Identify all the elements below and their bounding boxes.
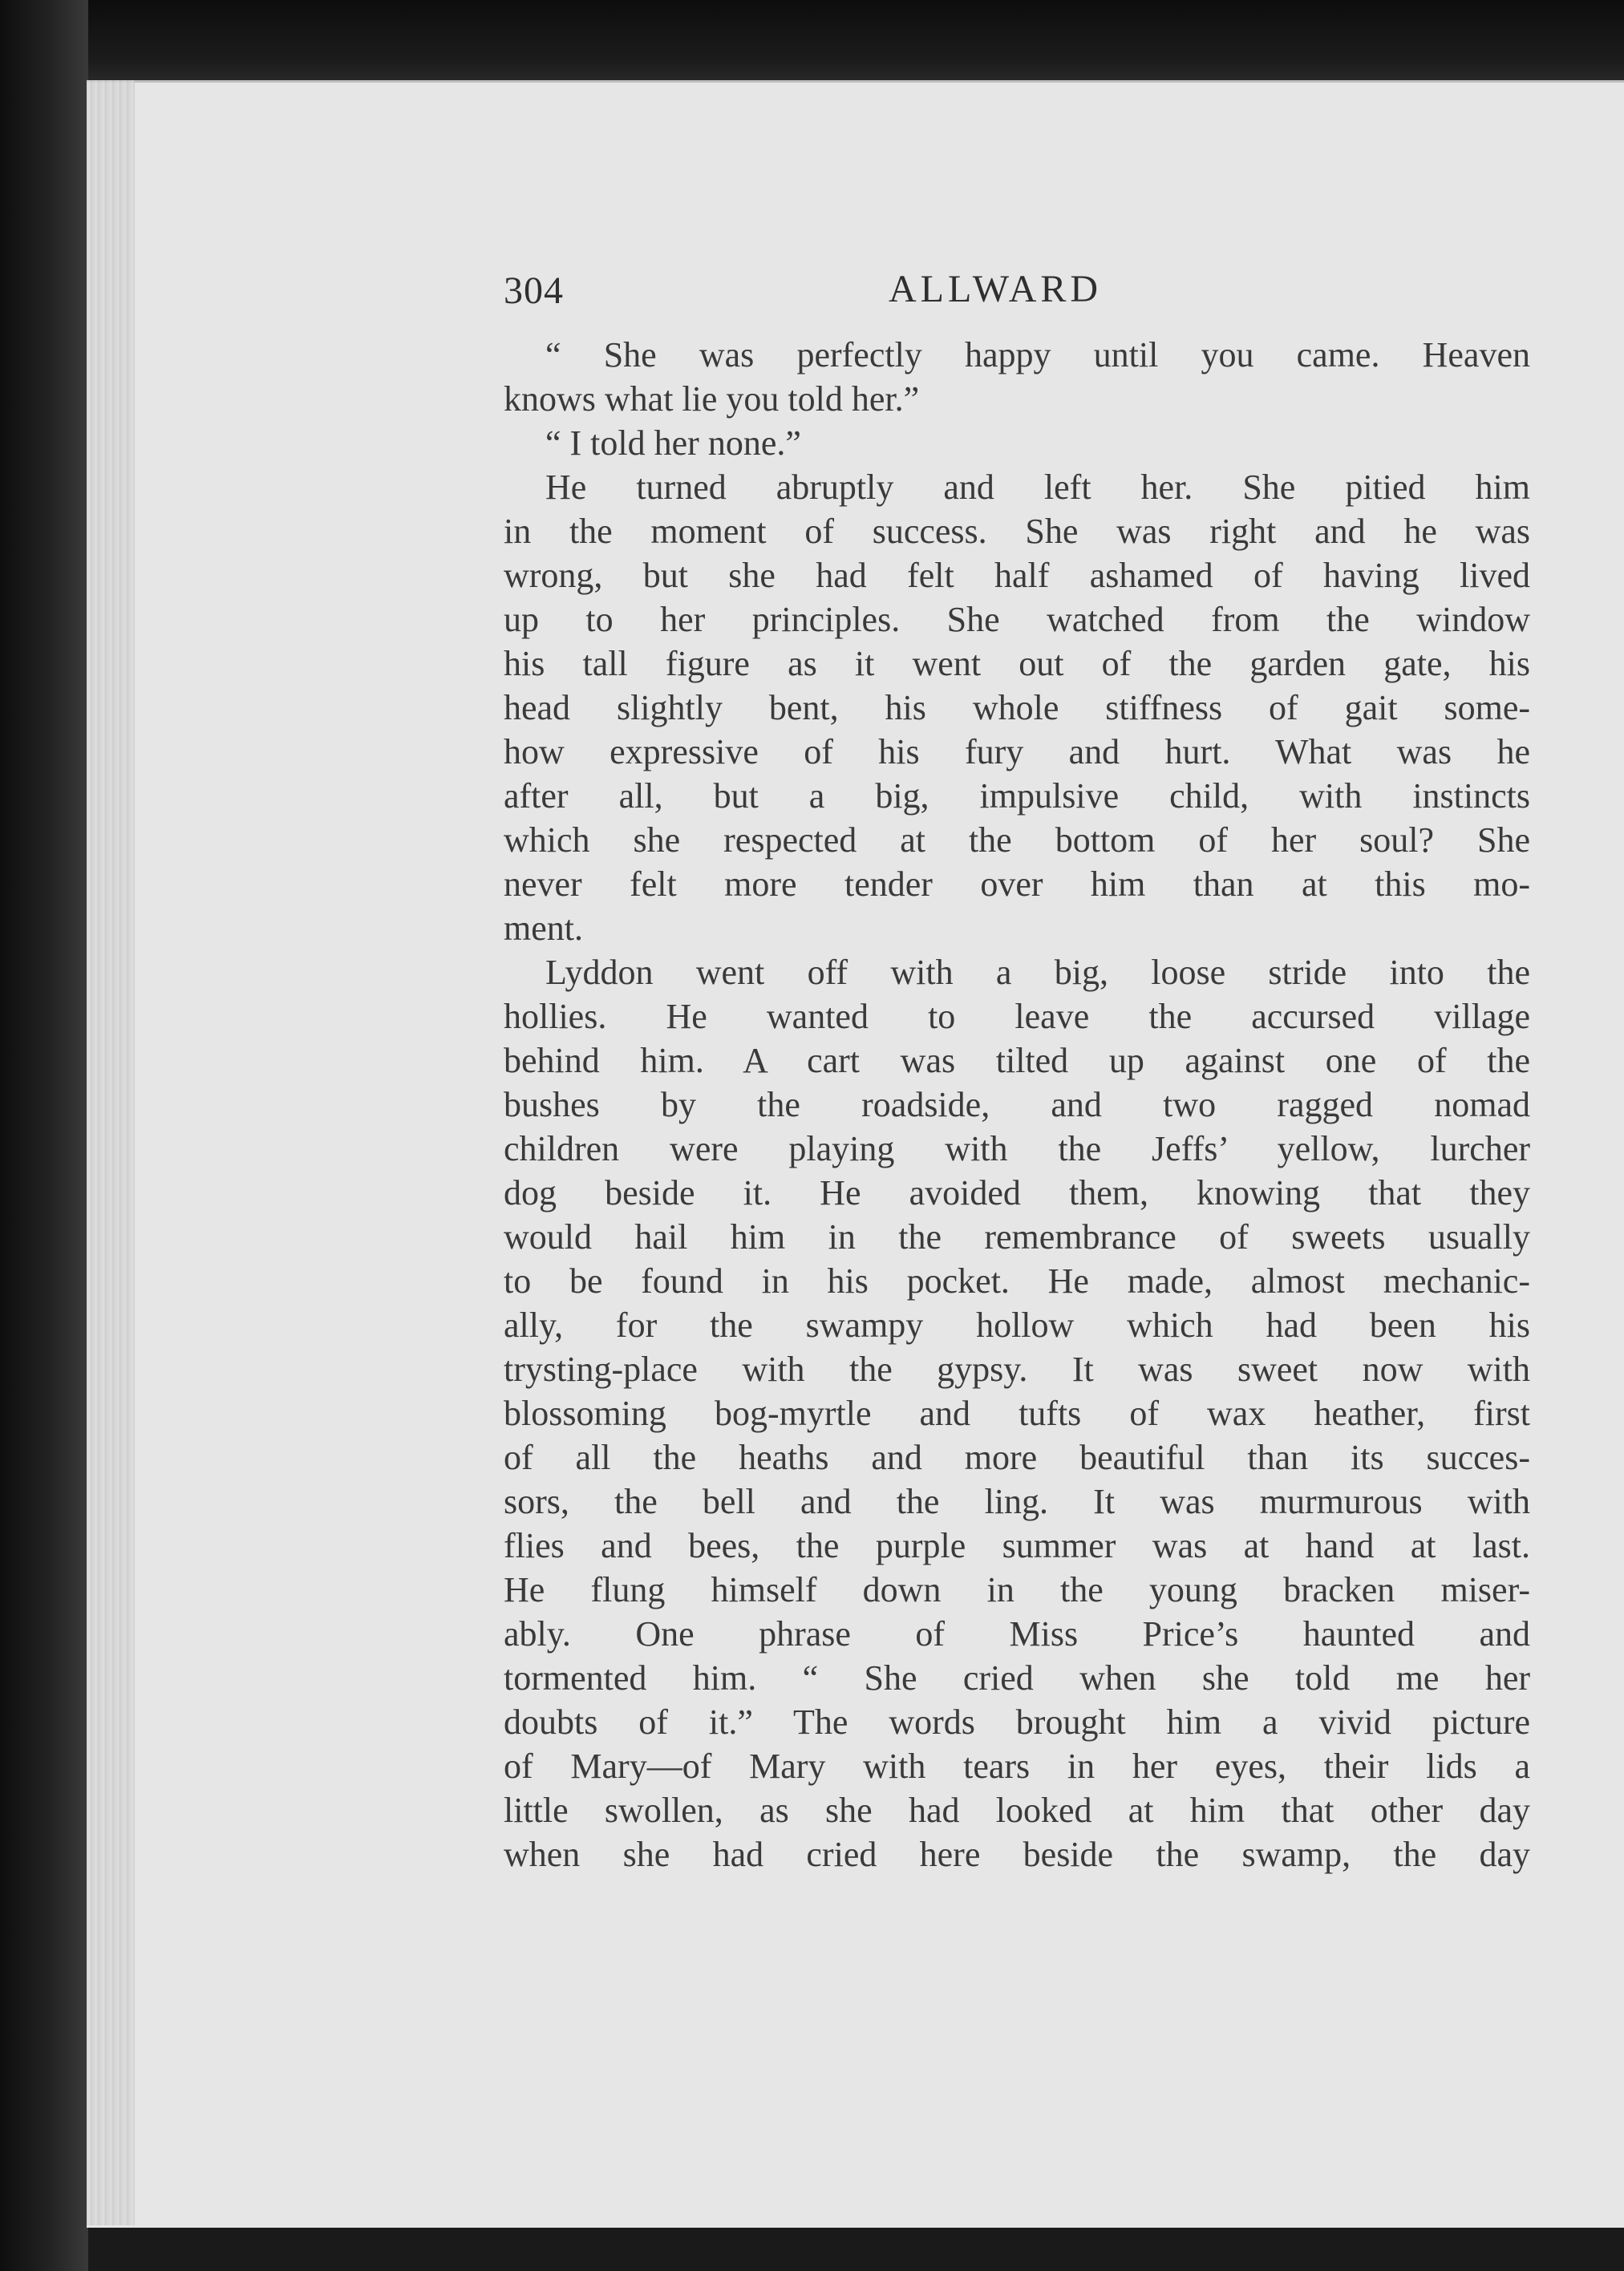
text-line: up to her principles. She watched from the window	[504, 600, 1530, 639]
text-line: blossoming bog-myrtle and tufts of wax heather, first	[504, 1394, 1530, 1433]
text-line: hollies. He wanted to leave the accursed village	[504, 997, 1530, 1036]
text-line: knows what lie you told her.”	[504, 379, 920, 419]
text-line: ment.	[504, 909, 583, 948]
text-line: sors, the bell and the ling. It was murmurous with	[504, 1482, 1530, 1521]
text-line: “ She was perfectly happy until you came. Heaven	[545, 335, 1530, 374]
text-line: head slightly bent, his whole stiffness of gait some-	[504, 688, 1530, 727]
text-line: Lyddon went off with a big, loose stride into the	[545, 953, 1530, 992]
text-line: flies and bees, the purple summer was at hand at last.	[504, 1526, 1530, 1565]
text-line: tormented him. “ She cried when she told me her	[504, 1658, 1530, 1698]
text-line: children were playing with the Jeffs’ yellow, lurcher	[504, 1129, 1530, 1168]
text-line: dog beside it. He avoided them, knowing that they	[504, 1173, 1530, 1212]
text-line: trysting-place with the gypsy. It was sweet now with	[504, 1350, 1530, 1389]
text-line: of all the heaths and more beautiful than its succes-	[504, 1438, 1530, 1477]
body-text	[504, 333, 1530, 1876]
text-line: would hail him in the remembrance of sweets usually	[504, 1217, 1530, 1257]
text-line: when she had cried here beside the swamp, the day	[504, 1835, 1530, 1874]
text-line: bushes by the roadside, and two ragged nomad	[504, 1085, 1530, 1124]
scan-background-left	[0, 0, 88, 2271]
text-line: doubts of it.” The words brought him a vivid picture	[504, 1702, 1530, 1742]
text-line: He flung himself down in the young bracken miser-	[504, 1570, 1530, 1609]
text-line: his tall figure as it went out of the garden gate, his	[504, 644, 1530, 683]
text-line: “ I told her none.”	[545, 423, 801, 463]
text-line: ably. One phrase of Miss Price’s haunted and	[504, 1614, 1530, 1654]
page-stack-edge	[87, 80, 135, 2225]
text-line: behind him. A cart was tilted up against one of the	[504, 1041, 1530, 1080]
text-line: after all, but a big, impulsive child, with instincts	[504, 776, 1530, 816]
text-line: never felt more tender over him than at this mo-	[504, 864, 1530, 904]
text-line: how expressive of his fury and hurt. What was he	[504, 732, 1530, 771]
text-line: of Mary—of Mary with tears in her eyes, their lids a	[504, 1747, 1530, 1786]
scan-background-top	[0, 0, 1624, 88]
running-head: ALLWARD	[889, 268, 1103, 310]
text-line: little swollen, as she had looked at him that other day	[504, 1791, 1530, 1830]
text-line: wrong, but she had felt half ashamed of having lived	[504, 556, 1530, 595]
text-line: in the moment of success. She was right and he was	[504, 512, 1530, 551]
text-line: which she respected at the bottom of her soul? She	[504, 820, 1530, 860]
text-line: ally, for the swampy hollow which had been his	[504, 1306, 1530, 1345]
page-header	[504, 261, 1530, 317]
text-line: He turned abruptly and left her. She pitied him	[545, 468, 1530, 507]
page-number: 304	[504, 269, 564, 312]
text-line: to be found in his pocket. He made, almost mechanic-	[504, 1261, 1530, 1301]
